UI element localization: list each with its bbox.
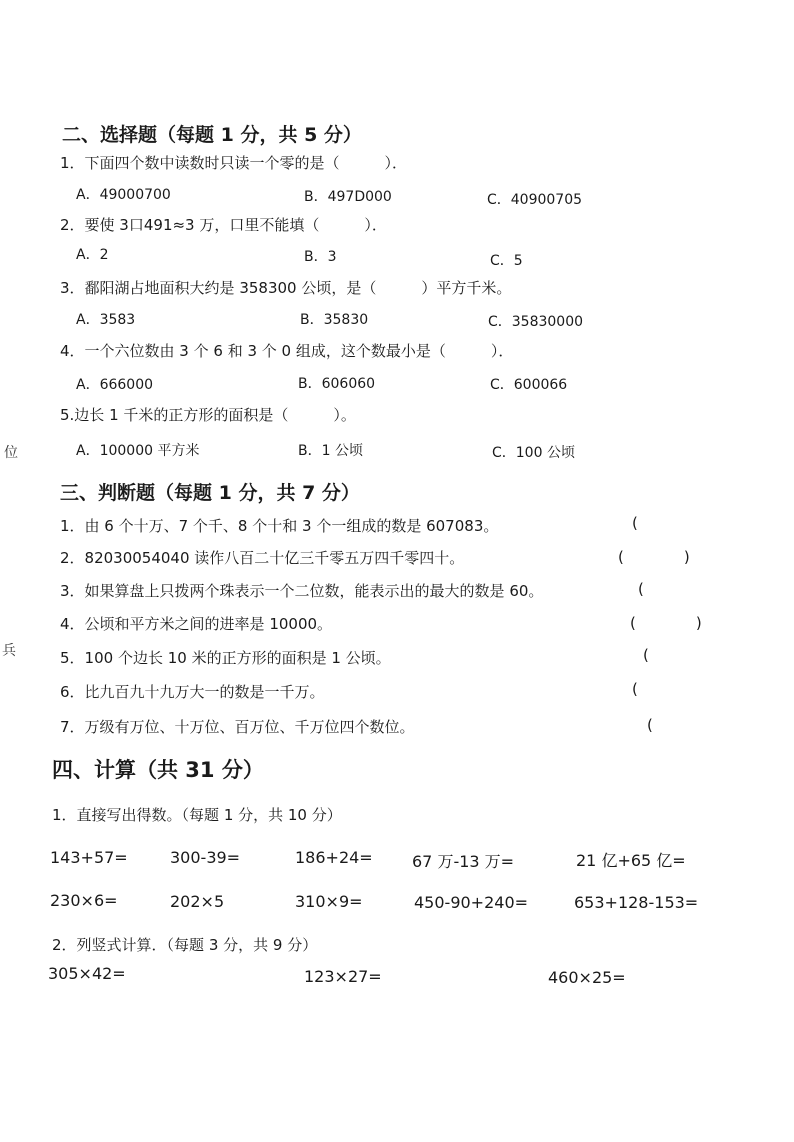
judge-item-2: 2．82030054040 读作八百二十亿三千零五万四千零四十。 [60,549,465,567]
judge-answer-2[interactable]: ( ) [618,548,690,566]
q4-option-c: C．600066 [490,377,568,393]
judge-item-6: 6．比九百九十九万大一的数是一千万。 [60,683,325,701]
judge-item-5: 5．100 个边长 10 米的正方形的面积是 1 公顷。 [60,649,391,667]
q3-option-c: C．35830000 [488,314,584,330]
calc-2-3: 310×9= [295,892,363,911]
vertical-calc-1: 305×42= [48,964,126,983]
section2-title: 二、选择题（每题 1 分，共 5 分） [62,124,362,146]
judge-answer-4[interactable]: ( ) [630,614,702,632]
section3-title: 三、判断题（每题 1 分，共 7 分） [60,482,360,504]
q2-option-a: A．2 [76,247,109,263]
calc-2-1: 230×6= [50,891,118,910]
vertical-calc-2: 123×27= [304,967,382,986]
q3-option-a: A．3583 [76,312,136,328]
judge-answer-5[interactable]: ( [643,646,649,664]
q5-option-b: B．1 公顷 [298,443,363,459]
q1-option-c: C．40900705 [487,192,583,208]
q4-option-a: A．666000 [76,377,154,393]
judge-item-1: 1．由 6 个十万、7 个千、8 个十和 3 个一组成的数是 607083。 [60,517,499,535]
question-5: 5.边长 1 千米的正方形的面积是（ ）。 [60,406,356,424]
q1-option-a: A．49000700 [76,187,171,203]
margin-mark-2: 兵 [2,643,16,659]
calc-2-2: 202×5 [170,892,225,911]
question-3: 3．鄱阳湖占地面积大约是 358300 公顷，是（ ）平方千米。 [60,279,512,297]
q2-option-c: C．5 [490,253,523,269]
judge-item-7: 7．万级有万位、十万位、百万位、千万位四个数位。 [60,718,415,736]
q2-option-b: B．3 [304,249,337,265]
calc-1-2: 300-39= [170,848,241,867]
judge-answer-7[interactable]: ( [647,716,653,734]
section4-sub1: 1．直接写出得数。（每题 1 分，共 10 分） [52,806,342,824]
q3-option-b: B．35830 [300,312,369,328]
question-1: 1．下面四个数中读数时只读一个零的是（ ）． [60,154,408,172]
q1-option-b: B．497D000 [304,189,392,205]
q4-option-b: B．606060 [298,376,376,392]
calc-1-3: 186+24= [295,848,373,867]
judge-item-3: 3．如果算盘上只拨两个珠表示一个二位数，能表示出的最大的数是 60。 [60,582,544,600]
q5-option-a: A．100000 平方米 [76,443,200,459]
calc-1-4: 67 万-13 万= [412,852,515,871]
calc-2-4: 450-90+240= [414,893,529,912]
judge-answer-6[interactable]: ( [632,680,638,698]
calc-1-1: 143+57= [50,848,128,867]
judge-item-4: 4．公顷和平方米之间的进率是 10000。 [60,615,333,633]
section4-sub2: 2．列竖式计算．（每题 3 分，共 9 分） [52,936,318,954]
question-4: 4．一个六位数由 3 个 6 和 3 个 0 组成，这个数最小是（ ）． [60,342,514,360]
vertical-calc-3: 460×25= [548,968,626,987]
section4-title: 四、计算（共 31 分） [52,758,264,782]
calc-2-5: 653+128-153= [574,893,699,912]
q5-option-c: C．100 公顷 [492,445,575,461]
question-2: 2．要使 3口491≈3 万，口里不能填（ ）． [60,216,387,234]
margin-mark-1: 位 [4,445,18,461]
calc-1-5: 21 亿+65 亿= [576,851,686,870]
judge-answer-3[interactable]: ( [638,580,644,598]
judge-answer-1[interactable]: ( [632,514,638,532]
